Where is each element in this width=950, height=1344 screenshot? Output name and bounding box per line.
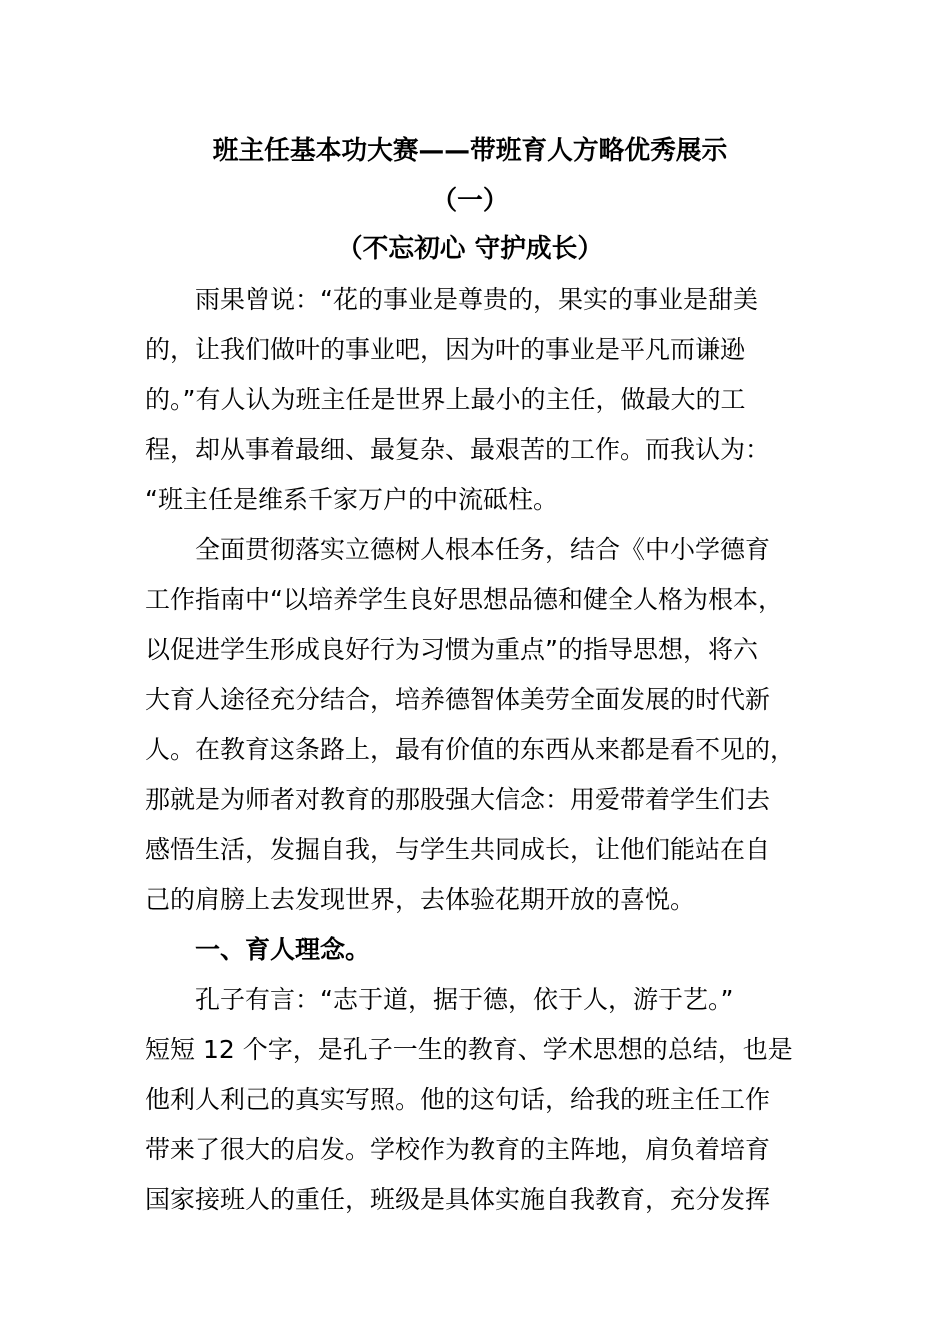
paragraph-line: 以促进学生形成良好行为习惯为重点”的指导思想，将六 <box>145 635 758 664</box>
paragraph-line: 己的肩膀上去发现世界，去体验花期开放的喜悦。 <box>145 885 696 914</box>
document-title: 班主任基本功大赛——带班育人方略优秀展示 <box>212 136 728 166</box>
paragraph-line: 工作指南中“以培养学生良好思想品德和健全人格为根本， <box>145 585 783 614</box>
paragraph-line: 带来了很大的启发。学校作为教育的主阵地，肩负着培育 <box>145 1135 771 1164</box>
paragraph-line: 程，却从事着最细、最复杂、最艰苦的工作。而我认为： <box>145 435 771 464</box>
document-subtitle: （不忘初心 守护成长） <box>336 234 604 264</box>
paragraph-line: 国家接班人的重任，班级是具体实施自我教育，充分发挥 <box>145 1185 771 1214</box>
paragraph-line: 的。”有人认为班主任是世界上最小的主任，做最大的工 <box>145 385 746 414</box>
paragraph-line: 大育人途径充分结合，培养德智体美劳全面发展的时代新 <box>145 685 771 714</box>
paragraph-line: 孔子有言：“志于道，据于德，依于人，游于艺。” <box>195 985 734 1014</box>
document-title-part: （一） <box>431 186 509 216</box>
paragraph-line: 全面贯彻落实立德树人根本任务，结合《中小学德育 <box>195 535 771 564</box>
paragraph-line: 那就是为师者对教育的那股强大信念：用爱带着学生们去 <box>145 785 771 814</box>
section-heading: 一、育人理念。 <box>195 935 371 964</box>
paragraph-line: 的，让我们做叶的事业吧，因为叶的事业是平凡而谦逊 <box>145 335 746 364</box>
paragraph-line: 人。在教育这条路上，最有价值的东西从来都是看不见的， <box>145 735 796 764</box>
paragraph-line: 雨果曾说：“花的事业是尊贵的，果实的事业是甜美 <box>195 285 758 314</box>
paragraph-line: “班主任是维系千家万户的中流砥柱。 <box>145 485 558 514</box>
paragraph-line: 感悟生活，发掘自我，与学生共同成长，让他们能站在自 <box>145 835 771 864</box>
paragraph-line: 短短 12 个字，是孔子一生的教育、学术思想的总结，也是 <box>145 1035 793 1064</box>
paragraph-line: 他利人利己的真实写照。他的这句话，给我的班主任工作 <box>145 1085 771 1114</box>
